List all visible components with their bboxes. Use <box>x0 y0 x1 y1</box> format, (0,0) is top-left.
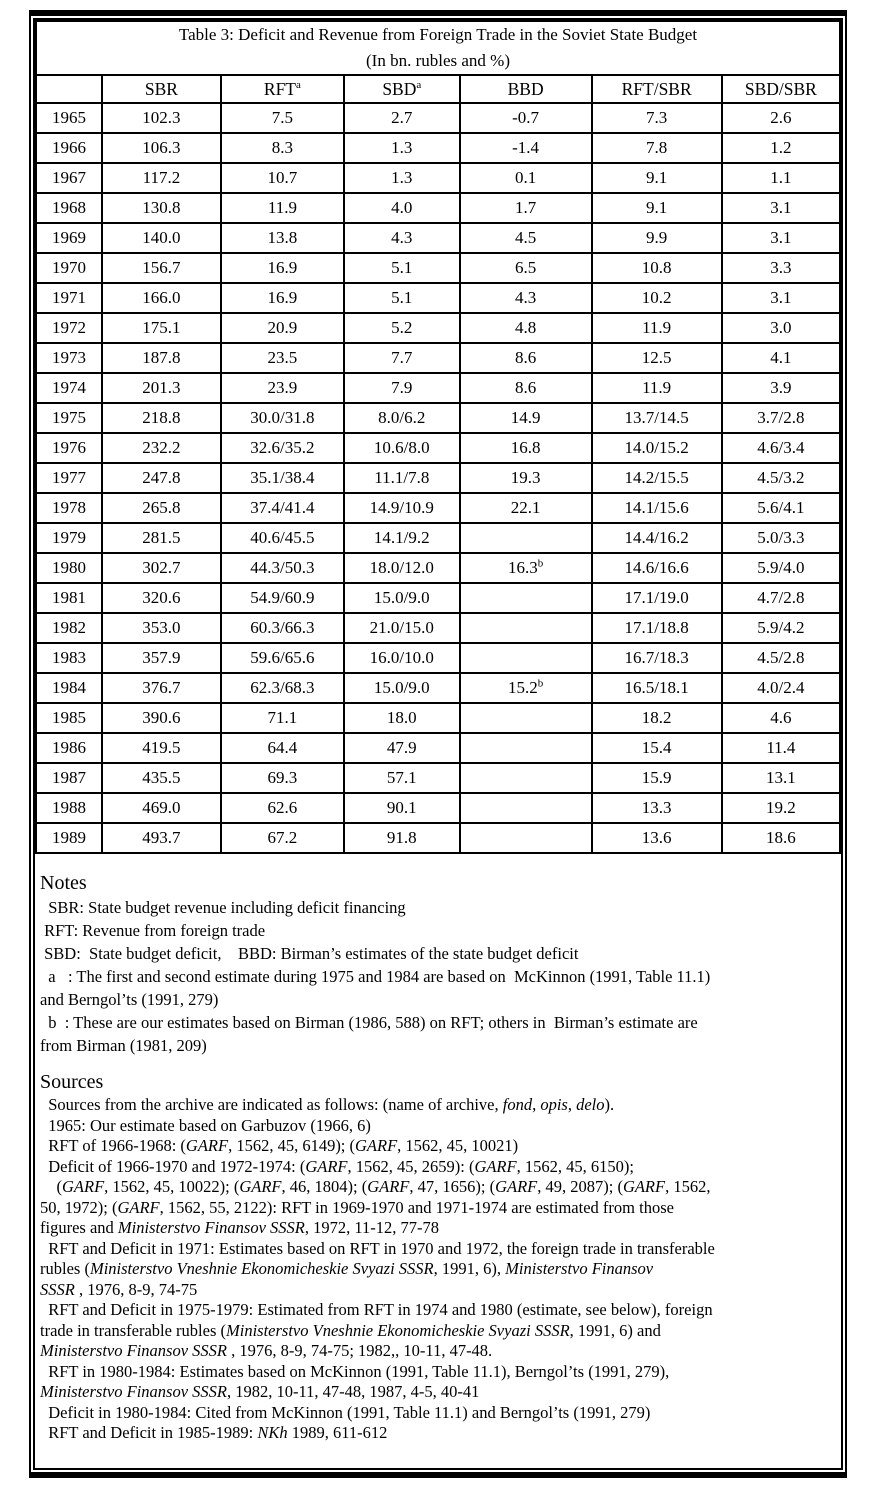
value-cell: 37.4/41.4 <box>221 493 344 523</box>
year-cell: 1984 <box>36 673 102 703</box>
value-cell: 10.6/8.0 <box>344 433 460 463</box>
table-body <box>36 103 840 853</box>
value-cell: 14.0/15.2 <box>592 433 722 463</box>
source-line: Sources from the archive are indicated as follows: (name of archive, fond, opis, delo). <box>40 1095 615 1114</box>
value-cell: 4.3 <box>460 283 592 313</box>
value-cell: 469.0 <box>102 793 221 823</box>
value-cell: 7.7 <box>344 343 460 373</box>
value-cell: 8.3 <box>221 133 344 163</box>
value-cell: 8.0/6.2 <box>344 403 460 433</box>
value-cell: 14.9/10.9 <box>344 493 460 523</box>
column-header: BBD <box>460 75 592 103</box>
source-line: RFT of 1966-1968: (GARF, 1562, 45, 6149); (GARF, 1562, 45, 10021) <box>40 1136 519 1155</box>
year-cell: 1976 <box>36 433 102 463</box>
table-row <box>36 733 840 763</box>
value-cell: 47.9 <box>344 733 460 763</box>
value-cell: 7.8 <box>592 133 722 163</box>
value-cell: 0.1 <box>460 163 592 193</box>
table-row <box>36 403 840 433</box>
year-cell: 1971 <box>36 283 102 313</box>
source-line: 50, 1972); (GARF, 1562, 55, 2122): RFT in 1969-1970 and 1971-1974 are estimated from those <box>40 1197 674 1217</box>
value-cell: 3.9 <box>722 373 840 403</box>
value-cell: 54.9/60.9 <box>221 583 344 613</box>
value-cell: 18.2 <box>592 703 722 733</box>
value-cell <box>460 733 592 763</box>
value-cell: 4.7/2.8 <box>722 583 840 613</box>
table-header-row <box>36 75 840 103</box>
notes-lines <box>40 896 836 1057</box>
value-cell <box>460 823 592 853</box>
table-row <box>36 433 840 463</box>
value-cell: 218.8 <box>102 403 221 433</box>
value-cell: 71.1 <box>221 703 344 733</box>
value-cell: 91.8 <box>344 823 460 853</box>
value-cell: 2.6 <box>722 103 840 133</box>
value-cell: 22.1 <box>460 493 592 523</box>
deficit-revenue-table <box>35 20 841 854</box>
value-cell: 11.1/7.8 <box>344 463 460 493</box>
value-cell <box>460 793 592 823</box>
notes-section <box>35 870 841 1057</box>
value-cell: 175.1 <box>102 313 221 343</box>
value-cell: 18.0/12.0 <box>344 553 460 583</box>
value-cell: 17.1/18.8 <box>592 613 722 643</box>
value-cell: 16.7/18.3 <box>592 643 722 673</box>
value-cell: 493.7 <box>102 823 221 853</box>
value-cell: 5.9/4.0 <box>722 553 840 583</box>
year-column-header <box>36 75 102 103</box>
source-line: Ministerstvo Finansov SSSR , 1976, 8-9, 74-75; 1982,, 10-11, 47-48. <box>40 1341 493 1360</box>
value-cell: 12.5 <box>592 343 722 373</box>
year-cell: 1970 <box>36 253 102 283</box>
value-cell: 4.5/3.2 <box>722 463 840 493</box>
sources-heading: Sources <box>40 1071 104 1093</box>
value-cell <box>460 523 592 553</box>
value-cell: 5.1 <box>344 283 460 313</box>
value-cell: 21.0/15.0 <box>344 613 460 643</box>
value-cell: 60.3/66.3 <box>221 613 344 643</box>
value-cell: 10.7 <box>221 163 344 193</box>
value-cell: -1.4 <box>460 133 592 163</box>
value-cell: 16.9 <box>221 253 344 283</box>
table-row <box>36 133 840 163</box>
value-cell: 247.8 <box>102 463 221 493</box>
value-cell: 64.4 <box>221 733 344 763</box>
value-cell: 18.6 <box>722 823 840 853</box>
table-row <box>36 373 840 403</box>
value-cell: 13.3 <box>592 793 722 823</box>
column-header: RFT$^a$ <box>221 75 344 103</box>
value-cell: 8.6 <box>460 343 592 373</box>
table-row <box>36 553 840 583</box>
table-row <box>36 583 840 613</box>
year-cell: 1986 <box>36 733 102 763</box>
value-cell: 10.2 <box>592 283 722 313</box>
value-cell: 166.0 <box>102 283 221 313</box>
value-cell: 4.3 <box>344 223 460 253</box>
table-row <box>36 223 840 253</box>
year-cell: 1979 <box>36 523 102 553</box>
value-cell: 3.3 <box>722 253 840 283</box>
value-cell: 3.1 <box>722 223 840 253</box>
table-row <box>36 703 840 733</box>
value-cell: 23.5 <box>221 343 344 373</box>
value-cell: 19.3 <box>460 463 592 493</box>
year-cell: 1985 <box>36 703 102 733</box>
value-cell: 357.9 <box>102 643 221 673</box>
value-cell: 1.3 <box>344 163 460 193</box>
year-cell: 1989 <box>36 823 102 853</box>
value-cell: 16.9 <box>221 283 344 313</box>
source-line: figures and Ministerstvo Finansov SSSR, 1972, 11-12, 77-78 <box>40 1218 440 1237</box>
value-cell: 14.9 <box>460 403 592 433</box>
value-cell: 320.6 <box>102 583 221 613</box>
inner-frame <box>33 18 843 1470</box>
table-row <box>36 103 840 133</box>
column-header: SBD/SBR <box>722 75 840 103</box>
value-cell: 15.4 <box>592 733 722 763</box>
year-cell: 1974 <box>36 373 102 403</box>
value-cell: 14.2/15.5 <box>592 463 722 493</box>
value-cell: 90.1 <box>344 793 460 823</box>
value-cell: 265.8 <box>102 493 221 523</box>
value-cell: 4.0 <box>344 193 460 223</box>
year-cell: 1969 <box>36 223 102 253</box>
note-line: SBR: State budget revenue including deficit financing <box>40 898 406 917</box>
sources-lines <box>40 1095 836 1444</box>
year-cell: 1966 <box>36 133 102 163</box>
value-cell: 4.6 <box>722 703 840 733</box>
table-row <box>36 523 840 553</box>
value-cell: 57.1 <box>344 763 460 793</box>
value-cell: 40.6/45.5 <box>221 523 344 553</box>
table-title-line1: Table 3: Deficit and Revenue from Foreign Trade in the Soviet State Budget <box>178 25 698 44</box>
value-cell: 15.0/9.0 <box>344 583 460 613</box>
value-cell: 390.6 <box>102 703 221 733</box>
table-row <box>36 463 840 493</box>
value-cell: 32.6/35.2 <box>221 433 344 463</box>
table-row <box>36 493 840 523</box>
value-cell: 281.5 <box>102 523 221 553</box>
source-line: 1965: Our estimate based on Garbuzov (1966, 6) <box>40 1115 371 1135</box>
value-cell: 8.6 <box>460 373 592 403</box>
value-cell: 16.0/10.0 <box>344 643 460 673</box>
value-cell <box>460 613 592 643</box>
value-cell: 14.6/16.6 <box>592 553 722 583</box>
year-cell: 1983 <box>36 643 102 673</box>
table-head <box>36 21 840 103</box>
value-cell: 435.5 <box>102 763 221 793</box>
value-cell: 353.0 <box>102 613 221 643</box>
value-cell: 156.7 <box>102 253 221 283</box>
source-line: SSSR , 1976, 8-9, 74-75 <box>40 1279 198 1299</box>
value-cell: 1.3 <box>344 133 460 163</box>
value-cell: 4.1 <box>722 343 840 373</box>
value-cell: 14.4/16.2 <box>592 523 722 553</box>
value-cell: 23.9 <box>221 373 344 403</box>
value-cell: 9.1 <box>592 163 722 193</box>
value-cell: 20.9 <box>221 313 344 343</box>
year-cell: 1972 <box>36 313 102 343</box>
year-cell: 1982 <box>36 613 102 643</box>
source-line: Deficit of 1966-1970 and 1972-1974: (GARF, 1562, 45, 2659): (GARF, 1562, 45, 6150); <box>40 1156 634 1176</box>
table-row <box>36 613 840 643</box>
value-cell: 5.0/3.3 <box>722 523 840 553</box>
value-cell: 16.8 <box>460 433 592 463</box>
value-cell: 3.7/2.8 <box>722 403 840 433</box>
table-row <box>36 313 840 343</box>
value-cell <box>460 703 592 733</box>
value-cell: 17.1/19.0 <box>592 583 722 613</box>
value-cell: 13.8 <box>221 223 344 253</box>
value-cell: 15.2$^b$ <box>460 673 592 703</box>
value-cell: 18.0 <box>344 703 460 733</box>
source-line: RFT and Deficit in 1975-1979: Estimated from RFT in 1974 and 1980 (estimate, see below), foreign <box>40 1300 713 1319</box>
value-cell: 15.0/9.0 <box>344 673 460 703</box>
title-row <box>36 21 840 75</box>
value-cell: 130.8 <box>102 193 221 223</box>
column-header: SBR <box>102 75 221 103</box>
value-cell: 1.1 <box>722 163 840 193</box>
value-cell: 201.3 <box>102 373 221 403</box>
year-cell: 1977 <box>36 463 102 493</box>
value-cell: 35.1/38.4 <box>221 463 344 493</box>
note-line: and Berngol’ts (1991, 279) <box>40 990 219 1009</box>
table-title <box>36 21 840 75</box>
value-cell <box>460 643 592 673</box>
value-cell: 44.3/50.3 <box>221 553 344 583</box>
source-line: RFT and Deficit in 1985-1989: NKh 1989, 611-612 <box>40 1423 388 1442</box>
value-cell: 13.1 <box>722 763 840 793</box>
value-cell: 3.1 <box>722 193 840 223</box>
value-cell: 59.6/65.6 <box>221 643 344 673</box>
value-cell: 140.0 <box>102 223 221 253</box>
table-row <box>36 823 840 853</box>
value-cell: 10.8 <box>592 253 722 283</box>
year-cell: 1967 <box>36 163 102 193</box>
source-line: RFT in 1980-1984: Estimates based on McKinnon (1991, Table 11.1), Berngol’ts (1991, 279), <box>40 1361 670 1381</box>
value-cell: 5.6/4.1 <box>722 493 840 523</box>
year-cell: 1978 <box>36 493 102 523</box>
value-cell: 3.0 <box>722 313 840 343</box>
value-cell: 419.5 <box>102 733 221 763</box>
value-cell: 4.6/3.4 <box>722 433 840 463</box>
value-cell: 14.1/9.2 <box>344 523 460 553</box>
year-cell: 1975 <box>36 403 102 433</box>
value-cell: 106.3 <box>102 133 221 163</box>
value-cell: 13.7/14.5 <box>592 403 722 433</box>
table-row <box>36 673 840 703</box>
value-cell: 11.9 <box>221 193 344 223</box>
value-cell: 102.3 <box>102 103 221 133</box>
value-cell: 4.5/2.8 <box>722 643 840 673</box>
year-cell: 1981 <box>36 583 102 613</box>
value-cell: 5.2 <box>344 313 460 343</box>
value-cell: 6.5 <box>460 253 592 283</box>
value-cell: 117.2 <box>102 163 221 193</box>
value-cell: 7.5 <box>221 103 344 133</box>
value-cell: 11.4 <box>722 733 840 763</box>
value-cell: 62.6 <box>221 793 344 823</box>
value-cell: 232.2 <box>102 433 221 463</box>
source-line: (GARF, 1562, 45, 10022); (GARF, 46, 1804); (GARF, 47, 1656); (GARF, 49, 2087); (GARF, 1562, <box>40 1177 711 1196</box>
value-cell: 187.8 <box>102 343 221 373</box>
note-line: from Birman (1981, 209) <box>40 1036 207 1055</box>
table-row <box>36 763 840 793</box>
table-row <box>36 253 840 283</box>
value-cell: 16.3$^b$ <box>460 553 592 583</box>
value-cell: 69.3 <box>221 763 344 793</box>
value-cell <box>460 763 592 793</box>
table-row <box>36 643 840 673</box>
year-cell: 1988 <box>36 793 102 823</box>
source-line: Deficit in 1980-1984: Cited from McKinnon (1991, Table 11.1) and Berngol’ts (1991, 279) <box>40 1402 651 1422</box>
note-line: b : These are our estimates based on Birman (1986, 588) on RFT; others in Birman’s estimate are <box>40 1013 698 1032</box>
value-cell: 9.9 <box>592 223 722 253</box>
value-cell: 16.5/18.1 <box>592 673 722 703</box>
table-row <box>36 163 840 193</box>
source-line: trade in transferable rubles (Ministerstvo Vneshnie Ekonomicheskie Svyazi SSSR, 1991, 6) and <box>40 1320 661 1340</box>
value-cell: 9.1 <box>592 193 722 223</box>
value-cell: 1.7 <box>460 193 592 223</box>
year-cell: 1980 <box>36 553 102 583</box>
table-row <box>36 193 840 223</box>
value-cell: 1.2 <box>722 133 840 163</box>
value-cell <box>460 583 592 613</box>
value-cell: 11.9 <box>592 373 722 403</box>
column-header: RFT/SBR <box>592 75 722 103</box>
value-cell: 3.1 <box>722 283 840 313</box>
source-line: rubles (Ministerstvo Vneshnie Ekonomicheskie Svyazi SSSR, 1991, 6), Ministerstvo Finansov <box>40 1259 654 1278</box>
note-line: a : The first and second estimate during 1975 and 1984 are based on McKinnon (1991, Table 11.1) <box>40 967 711 986</box>
value-cell: 11.9 <box>592 313 722 343</box>
value-cell: 302.7 <box>102 553 221 583</box>
value-cell: 62.3/68.3 <box>221 673 344 703</box>
year-cell: 1987 <box>36 763 102 793</box>
value-cell: 4.5 <box>460 223 592 253</box>
source-line: Ministerstvo Finansov SSSR, 1982, 10-11, 47-48, 1987, 4-5, 40-41 <box>40 1382 480 1401</box>
table-title-line2: (In bn. rubles and %) <box>366 51 510 70</box>
value-cell: 67.2 <box>221 823 344 853</box>
value-cell: 5.1 <box>344 253 460 283</box>
table-row <box>36 793 840 823</box>
year-cell: 1968 <box>36 193 102 223</box>
value-cell: 4.8 <box>460 313 592 343</box>
value-cell: 15.9 <box>592 763 722 793</box>
value-cell: 4.0/2.4 <box>722 673 840 703</box>
value-cell: 7.3 <box>592 103 722 133</box>
value-cell: -0.7 <box>460 103 592 133</box>
value-cell: 7.9 <box>344 373 460 403</box>
value-cell: 30.0/31.8 <box>221 403 344 433</box>
table-row <box>36 343 840 373</box>
value-cell: 2.7 <box>344 103 460 133</box>
year-cell: 1965 <box>36 103 102 133</box>
value-cell: 376.7 <box>102 673 221 703</box>
source-line: RFT and Deficit in 1971: Estimates based on RFT in 1970 and 1972, the foreign trade in transferable <box>40 1238 715 1258</box>
notes-heading: Notes <box>40 872 87 894</box>
column-header: SBD$^a$ <box>344 75 460 103</box>
value-cell: 14.1/15.6 <box>592 493 722 523</box>
sources-section <box>35 1069 841 1444</box>
table-row <box>36 283 840 313</box>
value-cell: 19.2 <box>722 793 840 823</box>
note-line: SBD: State budget deficit, BBD: Birman’s estimates of the state budget deficit <box>40 944 579 963</box>
year-cell: 1973 <box>36 343 102 373</box>
outer-frame <box>29 10 847 1478</box>
note-line: RFT: Revenue from foreign trade <box>40 921 266 940</box>
value-cell: 5.9/4.2 <box>722 613 840 643</box>
value-cell: 13.6 <box>592 823 722 853</box>
